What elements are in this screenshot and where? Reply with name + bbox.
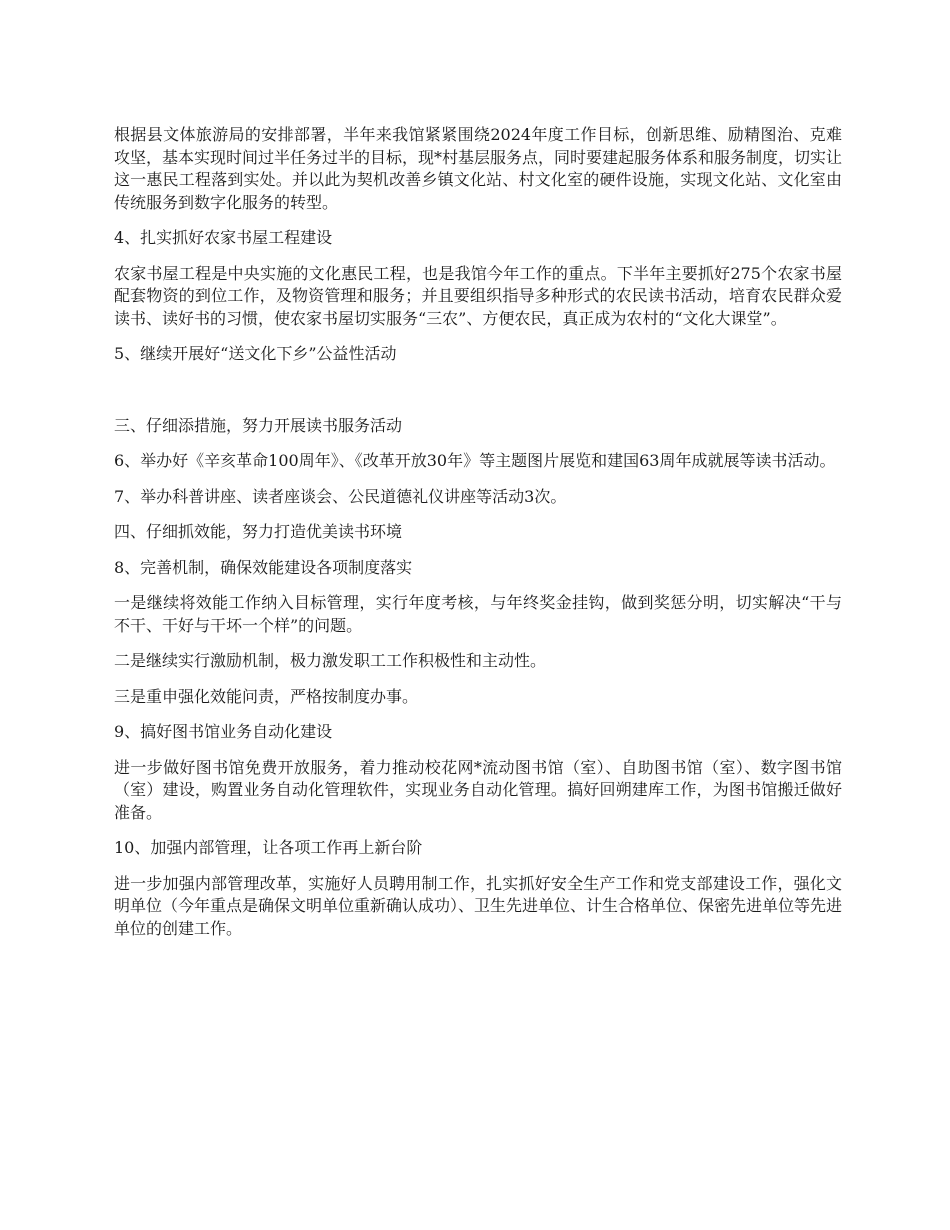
section-4-heading: 四、仔细抓效能，努力打造优美读书环境 (114, 522, 403, 541)
paragraph-automation: 进一步做好图书馆免费开放服务，着力推动校花网*流动图书馆（室）、自助图书馆（室）、数字图书馆（室）建设，购置业务自动化管理软件，实现业务自动化管理。搞好回朔建库工作，为图书馆搬迁做好准备。 (114, 757, 842, 822)
section-3-heading: 三、仔细添措施，努力开展读书服务活动 (114, 415, 403, 435)
item-10-heading: 10、加强内部管理，让各项工作再上新台阶 (114, 838, 423, 857)
item-4-heading: 4、扎实抓好农家书屋工程建设 (114, 228, 333, 247)
paragraph-internal-management: 进一步加强内部管理改革，实施好人员聘用制工作，扎实抓好安全生产工作和党支部建设工作，强化文明单位（今年重点是确保文明单位重新确认成功）、卫生先进单位、计生合格单位、保密先进单位等先进单位的创建工作。 (114, 873, 843, 938)
paragraph-efficiency-1: 一是继续将效能工作纳入目标管理，实行年度考核，与年终奖金挂钩，做到奖惩分明，切实解决“干与不干、干好与干坏一个样”的问题。 (114, 593, 842, 635)
item-5-heading: 5、继续开展好“送文化下乡”公益性活动 (114, 344, 397, 363)
item-8-heading: 8、完善机制，确保效能建设各项制度落实 (114, 557, 413, 577)
document-body (114, 124, 842, 953)
paragraph-efficiency-2: 二是继续实行激励机制，极力激发职工工作积极性和主动性。 (114, 651, 547, 670)
blank-gap (114, 379, 842, 415)
item-6-text: 6、举办好《辛亥革命100周年》、《改革开放30年》等主题图片展览和建国63周年成就展等读书活动。 (114, 451, 836, 470)
item-9-heading: 9、搞好图书馆业务自动化建设 (114, 722, 333, 741)
item-7-text: 7、举办科普讲座、读者座谈会、公民道德礼仪讲座等活动3次。 (114, 486, 567, 506)
paragraph-farmhouse-library: 农家书屋工程是中央实施的文化惠民工程，也是我馆今年工作的重点。下半年主要抓好275个农家书屋配套物资的到位工作，及物资管理和服务；并且要组织指导多种形式的农民读书活动，培育农民群众爱读书、读好书的习惯，使农家书屋切实服务“三农”、方便农民，真正成为农村的“文化大课堂”。 (114, 263, 842, 328)
paragraph-efficiency-3: 三是重申强化效能问责，严格按制度办事。 (114, 686, 419, 706)
paragraph-intro: 根据县文体旅游局的安排部署，半年来我馆紧紧围绕2024年度工作目标，创新思维、励精图治、克难攻坚，基本实现时间过半任务过半的目标，现*村基层服务点，同时要建起服务体系和服务制度，切实让这一惠民工程落到实处。并以此为契机改善乡镇文化站、村文化室的硬件设施，实现文化站、文化室由传统服务到数字化服务的转型。 (114, 125, 843, 212)
